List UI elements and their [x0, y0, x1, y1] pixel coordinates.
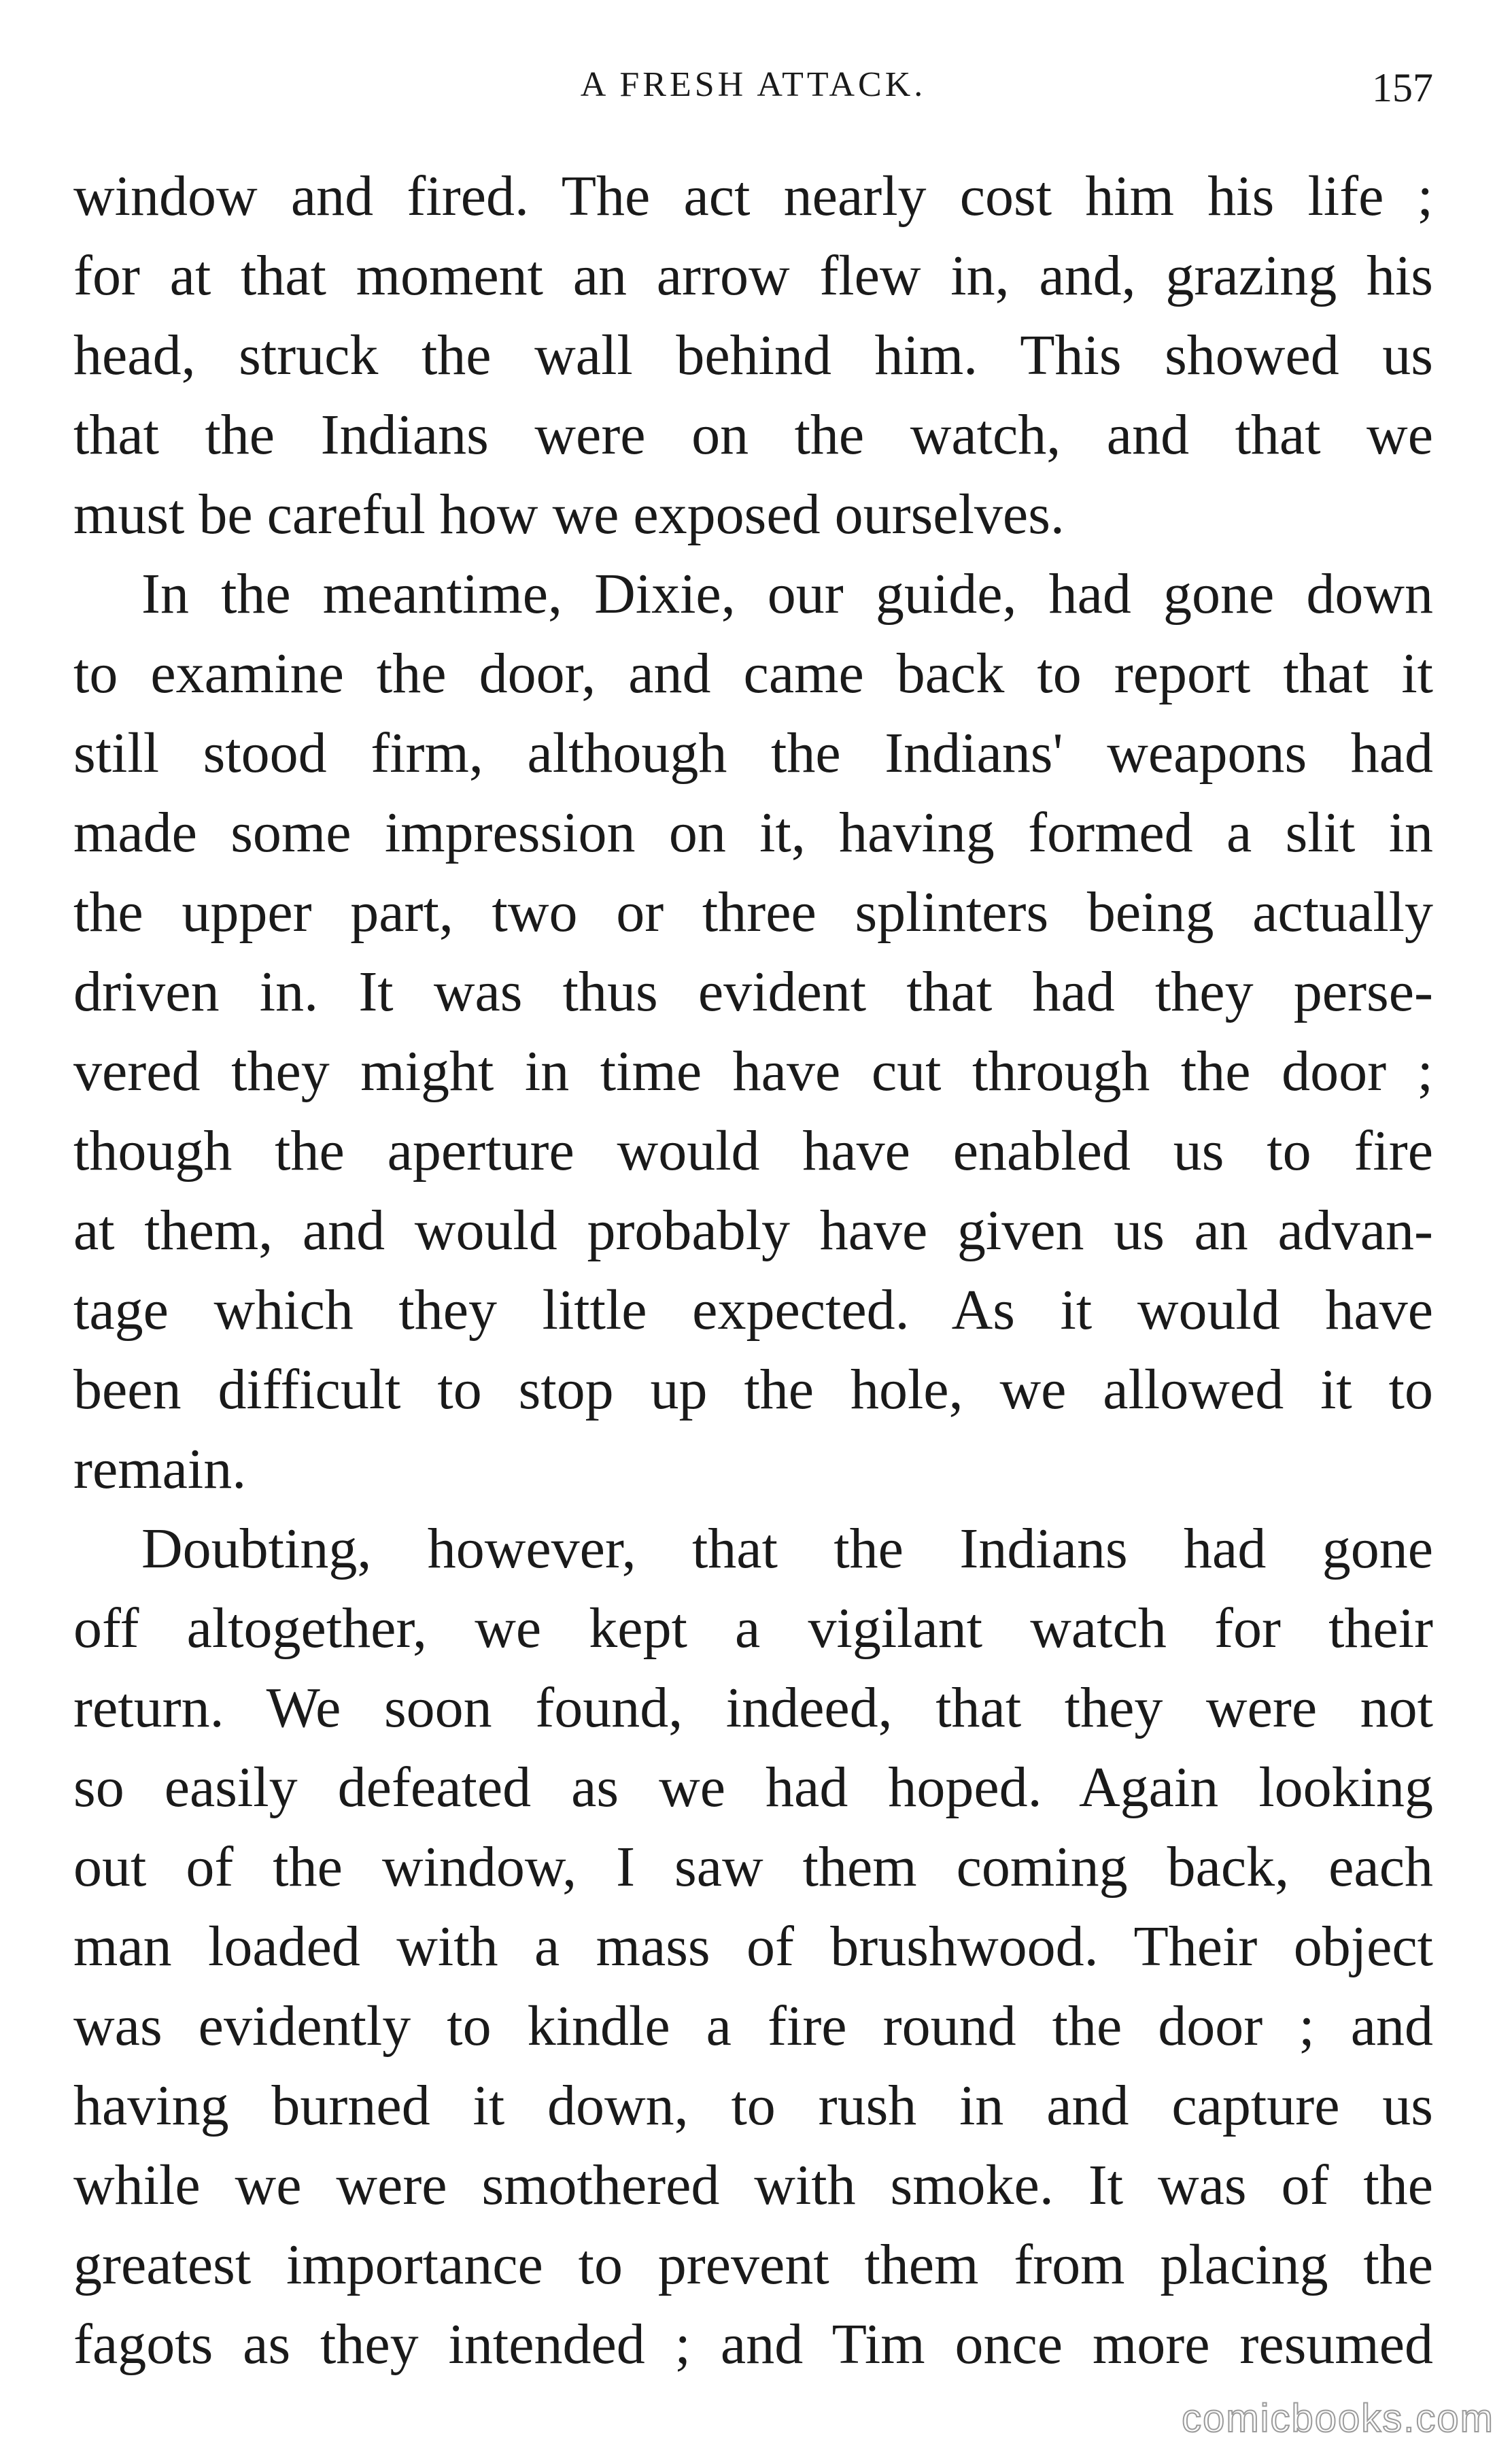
text-line: In the meantime, Dixie, our guide, had gone down: [141, 562, 1433, 626]
text-line: for at that moment an arrow flew in, and, grazing his: [73, 244, 1433, 307]
text-line: tage which they little expected. As it would have: [73, 1278, 1433, 1342]
text-line: still stood firm, although the Indians' weapons had: [73, 721, 1433, 785]
text-line: was evidently to kindle a fire round the door ; and: [73, 1994, 1433, 2058]
text-line: return. We soon found, indeed, that they were not: [73, 1676, 1433, 1739]
text-line: been difficult to stop up the hole, we allowed it to: [73, 1358, 1433, 1421]
text-line: having burned it down, to rush in and capture us: [73, 2074, 1433, 2137]
text-line: fagots as they intended ; and Tim once more resumed: [73, 2313, 1433, 2376]
text-line: Doubting, however, that the Indians had gone: [141, 1517, 1433, 1580]
text-line: window and fired. The act nearly cost him his life ;: [73, 165, 1433, 228]
text-line: to examine the door, and came back to report that it: [73, 642, 1433, 705]
text-line: must be careful how we exposed ourselves.: [73, 483, 1065, 546]
paragraph-1: [73, 156, 1433, 554]
text-line: so easily defeated as we had hoped. Again looking: [73, 1756, 1433, 1819]
text-line: while we were smothered with smoke. It was of the: [73, 2154, 1433, 2217]
text-line: man loaded with a mass of brushwood. Their object: [73, 1915, 1433, 1978]
text-line: greatest importance to prevent them from placing the: [73, 2233, 1433, 2296]
text-line: vered they might in time have cut through the door ;: [73, 1040, 1433, 1103]
text-line: that the Indians were on the watch, and that we: [73, 403, 1433, 466]
text-line: the upper part, two or three splinters being actually: [73, 881, 1433, 944]
text-line: driven in. It was thus evident that had they perse-: [73, 960, 1433, 1023]
paragraph-2: [73, 554, 1433, 1509]
watermark: comicbooks.com: [1182, 2396, 1494, 2441]
text-line: head, struck the wall behind him. This showed us: [73, 324, 1433, 387]
body-text: [73, 156, 1433, 2384]
text-line: out of the window, I saw them coming back, each: [73, 1835, 1433, 1899]
page-number: 157: [1372, 65, 1433, 110]
text-line: off altogether, we kept a vigilant watch for their: [73, 1597, 1433, 1660]
running-head: [73, 65, 1433, 119]
text-line: at them, and would probably have given us an advan-: [73, 1199, 1433, 1262]
text-line: made some impression on it, having formed a slit in: [73, 801, 1433, 864]
text-line: remain.: [73, 1438, 247, 1501]
running-title: A FRESH ATTACK.: [580, 65, 927, 104]
paragraph-3: [73, 1509, 1433, 2384]
text-line: though the aperture would have enabled us to fire: [73, 1119, 1433, 1183]
